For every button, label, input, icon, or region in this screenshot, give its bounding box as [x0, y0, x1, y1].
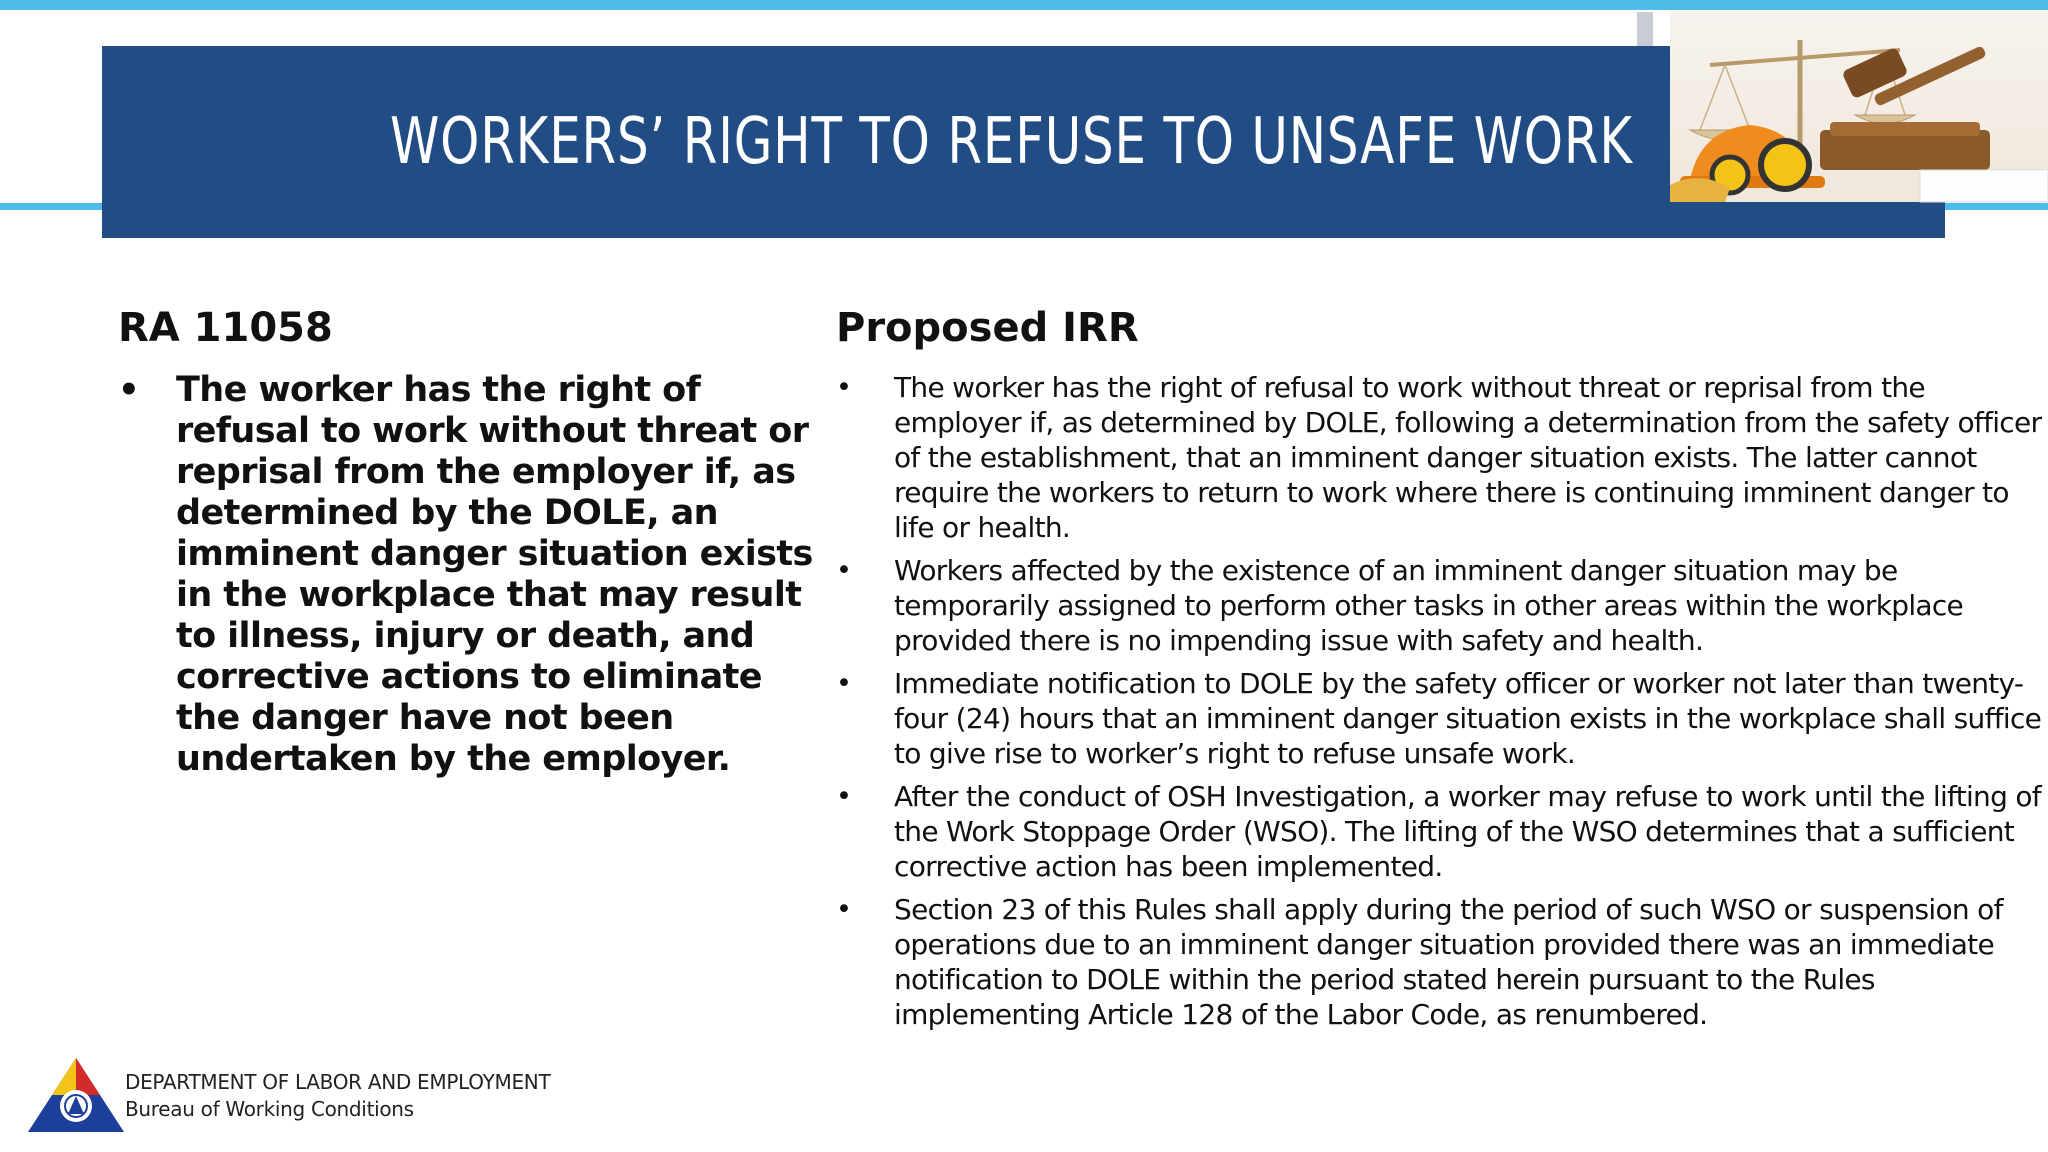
- ra-11058-heading: RA 11058: [118, 305, 333, 351]
- list-item: [118, 370, 818, 780]
- list-item: [836, 892, 2048, 1032]
- grey-accent-bar: [1637, 12, 1653, 46]
- irr-item-text: Immediate notification to DOLE by the safety officer or worker not later than twenty-four (24) hours that an imminent danger situation exists in the workplace shall suffice to give rise to worker’s right to refuse unsafe work.: [894, 667, 2042, 770]
- bullet-icon: •: [836, 372, 852, 403]
- footer-bureau-name: Bureau of Working Conditions: [125, 1097, 414, 1121]
- irr-list: [836, 370, 2048, 1032]
- dole-logo-icon: [26, 1056, 126, 1134]
- left-accent-line: [0, 203, 105, 210]
- proposed-irr-column: [836, 300, 2048, 1040]
- bullet-icon: •: [836, 781, 852, 812]
- footer: [26, 1056, 726, 1136]
- slide-title: WORKERS’ RIGHT TO REFUSE TO UNSAFE WORK: [390, 105, 1633, 179]
- irr-item-text: The worker has the right of refusal to work without threat or reprisal from the employer if, as determined by DOLE, following a determination from the safety officer of the establishment, that an imminent danger situation exists. The latter cannot require the workers to return to work where there is continuing imminent danger to life or health.: [894, 371, 2042, 544]
- bullet-icon: •: [836, 894, 852, 925]
- ra-11058-text: The worker has the right of refusal to work without threat or reprisal from the employer if, as determined by the DOLE, an imminent danger situation exists in the workplace that may result to illness, injury or death, and corrective actions to eliminate the danger have not been undertaken by the employer.: [176, 370, 813, 779]
- irr-item-text: Workers affected by the existence of an imminent danger situation may be temporarily assigned to perform other tasks in other areas within the workplace provided there is no impending issue with safety and health.: [894, 554, 1964, 657]
- top-accent-stripe: [0, 0, 2048, 10]
- bullet-icon: •: [836, 668, 852, 699]
- footer-org-name: DEPARTMENT OF LABOR AND EMPLOYMENT: [125, 1070, 551, 1094]
- list-item: [836, 779, 2048, 884]
- ra-11058-column: [118, 300, 818, 780]
- irr-item-text: After the conduct of OSH Investigation, a worker may refuse to work until the lifting of the Work Stoppage Order (WSO). The lifting of the WSO determines that a sufficient corrective action has been implemented.: [894, 780, 2041, 883]
- list-item: [836, 553, 2048, 658]
- bullet-icon: •: [836, 555, 852, 586]
- bullet-icon: •: [118, 370, 140, 410]
- proposed-irr-heading: Proposed IRR: [836, 305, 1139, 351]
- right-accent-line: [1940, 203, 2048, 210]
- list-item: [836, 370, 2048, 545]
- irr-item-text: Section 23 of this Rules shall apply during the period of such WSO or suspension of operations due to an imminent danger situation provided there was an immediate notification to DOLE within the period stated herein pursuant to the Rules implementing Article 128 of the Labor Code, as renumbered.: [894, 893, 2003, 1031]
- gavel-scales-hardhat-image: [1670, 10, 2048, 202]
- list-item: [836, 666, 2048, 771]
